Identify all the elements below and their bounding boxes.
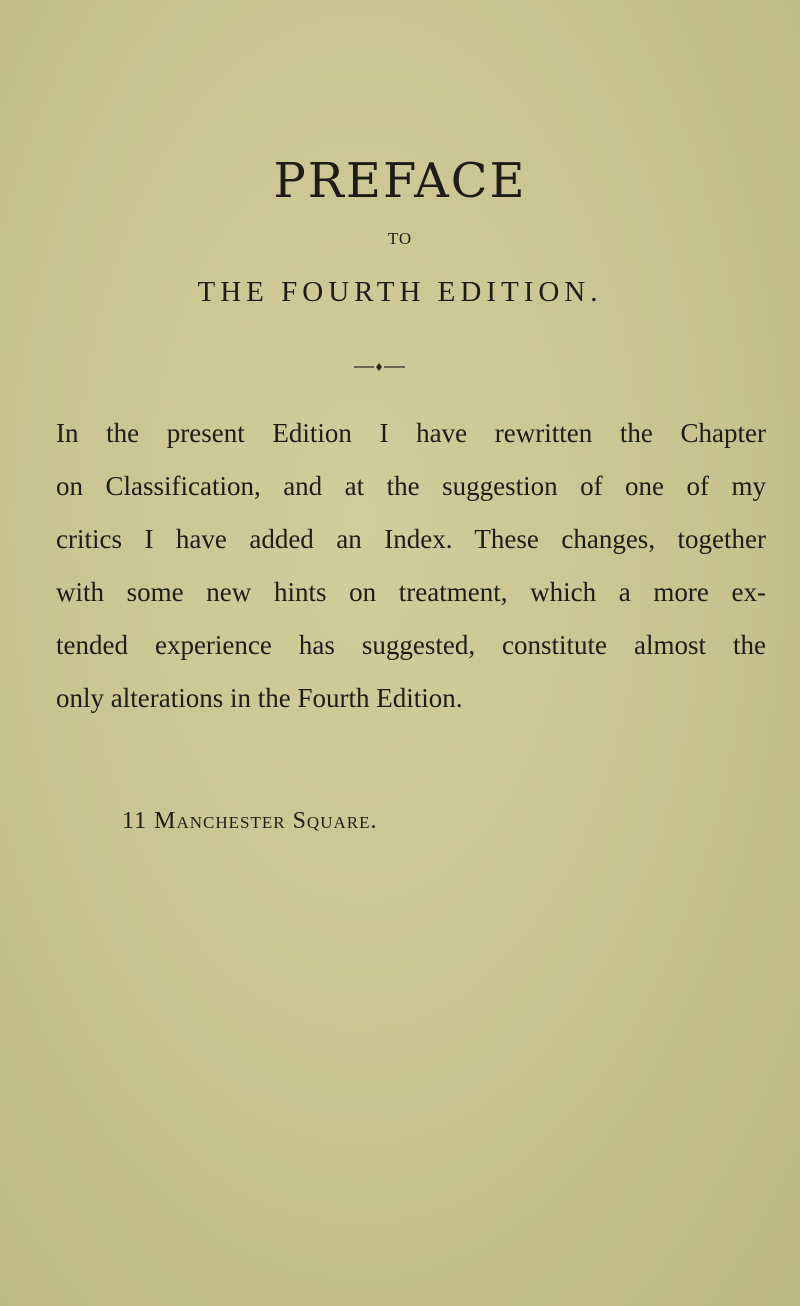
page-title: PREFACE <box>273 153 527 209</box>
page-subtitle: THE FOURTH EDITION. <box>197 276 603 308</box>
paragraph-line: critics I have added an Index. These changes, together <box>56 524 766 554</box>
paragraph-line: tended experience has suggested, constitute almost the <box>56 630 766 660</box>
paragraph-line: on Classification, and at the suggestion of one of my <box>56 471 766 501</box>
paragraph-line: In the present Edition I have rewritten the Chapter <box>56 418 766 448</box>
address-signature: 11 Manchester Square. <box>122 808 378 834</box>
paragraph-line: only alterations in the Fourth Edition. <box>56 683 463 713</box>
divider-ornament <box>352 361 407 373</box>
title-connector: TO <box>387 229 413 248</box>
preface-paragraph <box>56 407 766 725</box>
paragraph-line: with some new hints on treatment, which a more ex- <box>56 577 766 607</box>
